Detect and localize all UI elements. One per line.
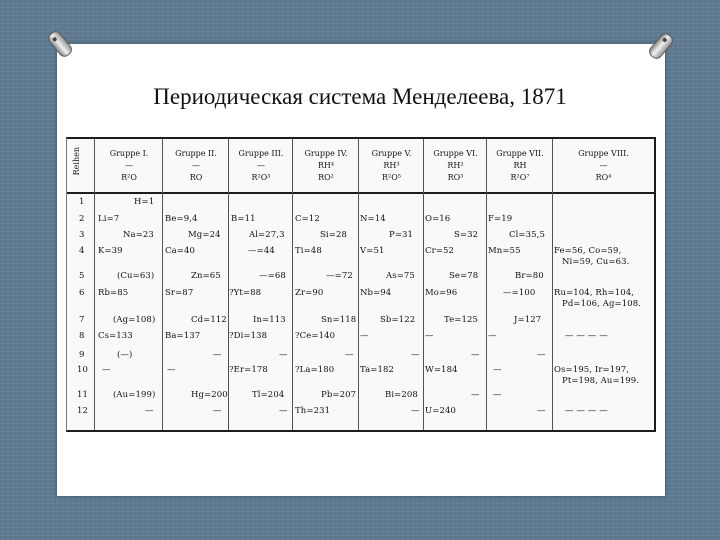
group-name: Gruppe VII. (496, 149, 544, 158)
element-cell: B=11 (231, 214, 256, 224)
group-header (94, 139, 163, 192)
element-cell: ?Ce=140 (295, 331, 336, 341)
row-number: 5 (79, 271, 85, 281)
element-cell: Ca=40 (165, 246, 196, 256)
group-oxide: RO³ (447, 173, 464, 182)
element-cell: ?Yt=88 (229, 288, 262, 298)
column-divider (162, 192, 163, 432)
element-cell: Rb=85 (98, 288, 129, 298)
element-cell: K=39 (98, 246, 123, 256)
group-hydride: — (599, 161, 608, 170)
element-cell: Cs=133 (98, 331, 133, 341)
element-cell: Cd=112 (191, 315, 227, 325)
group-hydride: RH (513, 161, 527, 170)
element-cell: Bi=208 (385, 390, 418, 400)
row-number: 2 (79, 214, 85, 224)
element-cell: Fe=56, Co=59, (554, 246, 622, 256)
group-oxide: R²O³ (251, 173, 271, 182)
group-oxide: R²O⁷ (510, 173, 530, 182)
group-name: Gruppe IV. (304, 149, 348, 158)
column-divider (292, 192, 293, 432)
element-cell: — (345, 350, 354, 360)
element-cell: (Ag=108) (113, 315, 156, 325)
element-cell: Cr=52 (425, 246, 455, 256)
row-number: 8 (79, 331, 85, 341)
element-cell: — (471, 390, 480, 400)
element-cell: — — — — (565, 406, 608, 416)
element-cell: F=19 (488, 214, 513, 224)
group-hydride: — (192, 161, 200, 170)
element-cell: As=75 (386, 271, 415, 281)
element-cell: — (279, 406, 288, 416)
element-cell: Ta=182 (360, 365, 395, 375)
group-name: Gruppe VIII. (578, 149, 629, 158)
element-cell: —=44 (248, 246, 275, 256)
group-name: Gruppe V. (371, 149, 412, 158)
element-cell: Zr=90 (295, 288, 324, 298)
element-cell: Pt=198, Au=199. (562, 376, 640, 386)
element-cell: (Cu=63) (117, 271, 155, 281)
element-cell: Ni=59, Cu=63. (562, 257, 630, 267)
group-oxide: R²O (121, 173, 137, 182)
element-cell: O=16 (425, 214, 451, 224)
element-cell: Sr=87 (165, 288, 194, 298)
element-cell: (Au=199) (113, 390, 156, 400)
element-cell: Br=80 (515, 271, 544, 281)
element-cell: Be=9,4 (165, 214, 198, 224)
group-hydride: — (257, 161, 265, 170)
element-cell: ?Er=178 (229, 365, 268, 375)
element-cell: N=14 (360, 214, 386, 224)
group-name: Gruppe VI. (433, 149, 478, 158)
element-cell: ?Di=138 (229, 331, 268, 341)
group-header (552, 139, 654, 192)
group-hydride: RH³ (383, 161, 400, 170)
element-cell: C=12 (295, 214, 320, 224)
element-cell: —=100 (503, 288, 536, 298)
element-cell: — (145, 406, 154, 416)
row-number: 6 (79, 288, 85, 298)
element-cell: Li=7 (98, 214, 120, 224)
element-cell: Nb=94 (360, 288, 392, 298)
element-cell: Pd=106, Ag=108. (562, 299, 642, 309)
row-number: 1 (79, 197, 85, 207)
element-cell: V=51 (360, 246, 385, 256)
element-cell: Sb=122 (380, 315, 416, 325)
group-header (358, 139, 424, 192)
group-header (228, 139, 293, 192)
group-oxide: RO⁴ (595, 173, 612, 182)
row-number: 7 (79, 315, 85, 325)
row-number: 10 (77, 365, 89, 375)
element-cell: Hg=200 (191, 390, 228, 400)
element-cell: Pb=207 (321, 390, 357, 400)
element-cell: U=240 (425, 406, 457, 416)
element-cell: —=68 (259, 271, 286, 281)
row-number: 3 (79, 230, 85, 240)
group-name: Gruppe I. (109, 149, 149, 158)
group-hydride: RH⁴ (317, 161, 335, 170)
element-cell: Al=27,3 (249, 230, 285, 240)
group-name: Gruppe III. (238, 149, 284, 158)
group-oxide: RO² (318, 173, 334, 182)
element-cell: Sn=118 (321, 315, 357, 325)
element-cell: — (488, 331, 497, 341)
element-cell: —=72 (326, 271, 353, 281)
row-header-label: Reihen (72, 147, 81, 176)
element-cell: Mg=24 (188, 230, 221, 240)
group-header (162, 139, 229, 192)
element-cell: Mo=96 (425, 288, 458, 298)
element-cell: In=113 (253, 315, 286, 325)
element-cell: Te=125 (444, 315, 478, 325)
element-cell: J=127 (514, 315, 542, 325)
element-cell: W=184 (425, 365, 458, 375)
element-cell: — (167, 365, 176, 375)
group-oxide: RO (189, 173, 203, 182)
element-cell: P=31 (389, 230, 414, 240)
element-cell: — (411, 406, 420, 416)
element-cell: — (102, 365, 111, 375)
element-cell: Ti=48 (295, 246, 322, 256)
element-cell: — — — — (565, 331, 608, 341)
element-cell: — (493, 390, 502, 400)
element-cell: — (360, 331, 369, 341)
group-header (423, 139, 487, 192)
column-divider (228, 192, 229, 432)
group-hydride: RH² (447, 161, 464, 170)
table-header (67, 139, 654, 194)
binder-ring-icon (647, 31, 676, 61)
column-divider (423, 192, 424, 432)
element-cell: ?La=180 (295, 365, 335, 375)
element-cell: Si=28 (320, 230, 347, 240)
element-cell: S=32 (454, 230, 479, 240)
element-cell: Na=23 (123, 230, 154, 240)
row-number: 9 (79, 350, 85, 360)
column-divider (94, 192, 95, 432)
row-number: 11 (77, 390, 89, 400)
element-cell: — (537, 406, 546, 416)
element-cell: Tl=204 (252, 390, 285, 400)
column-divider (358, 192, 359, 432)
element-cell: Se=78 (449, 271, 479, 281)
column-divider (486, 192, 487, 432)
row-number: 12 (77, 406, 89, 416)
element-cell: Cl=35,5 (509, 230, 545, 240)
element-cell: Mn=55 (488, 246, 521, 256)
row-number: 4 (79, 246, 85, 256)
element-cell: Zn=65 (191, 271, 221, 281)
group-oxide: R²O⁵ (382, 173, 401, 182)
element-cell: — (537, 350, 546, 360)
element-cell: — (493, 365, 502, 375)
element-cell: (—) (117, 350, 133, 360)
column-divider (552, 192, 553, 432)
slide-title: Периодическая система Менделеева, 1871 (153, 84, 567, 109)
element-cell: — (213, 350, 222, 360)
element-cell: Th=231 (295, 406, 331, 416)
group-header (292, 139, 359, 192)
element-cell: — (213, 406, 222, 416)
group-header (486, 139, 553, 192)
element-cell: — (471, 350, 480, 360)
element-cell: — (279, 350, 288, 360)
element-cell: Os=195, Ir=197, (554, 365, 630, 375)
element-cell: Ba=137 (165, 331, 201, 341)
element-cell: — (425, 331, 434, 341)
group-hydride: — (125, 161, 133, 170)
element-cell: H=1 (134, 197, 155, 207)
periodic-table-scan (66, 137, 656, 432)
element-cell: Ru=104, Rh=104, (554, 288, 635, 298)
group-name: Gruppe II. (175, 149, 217, 158)
element-cell: — (411, 350, 420, 360)
